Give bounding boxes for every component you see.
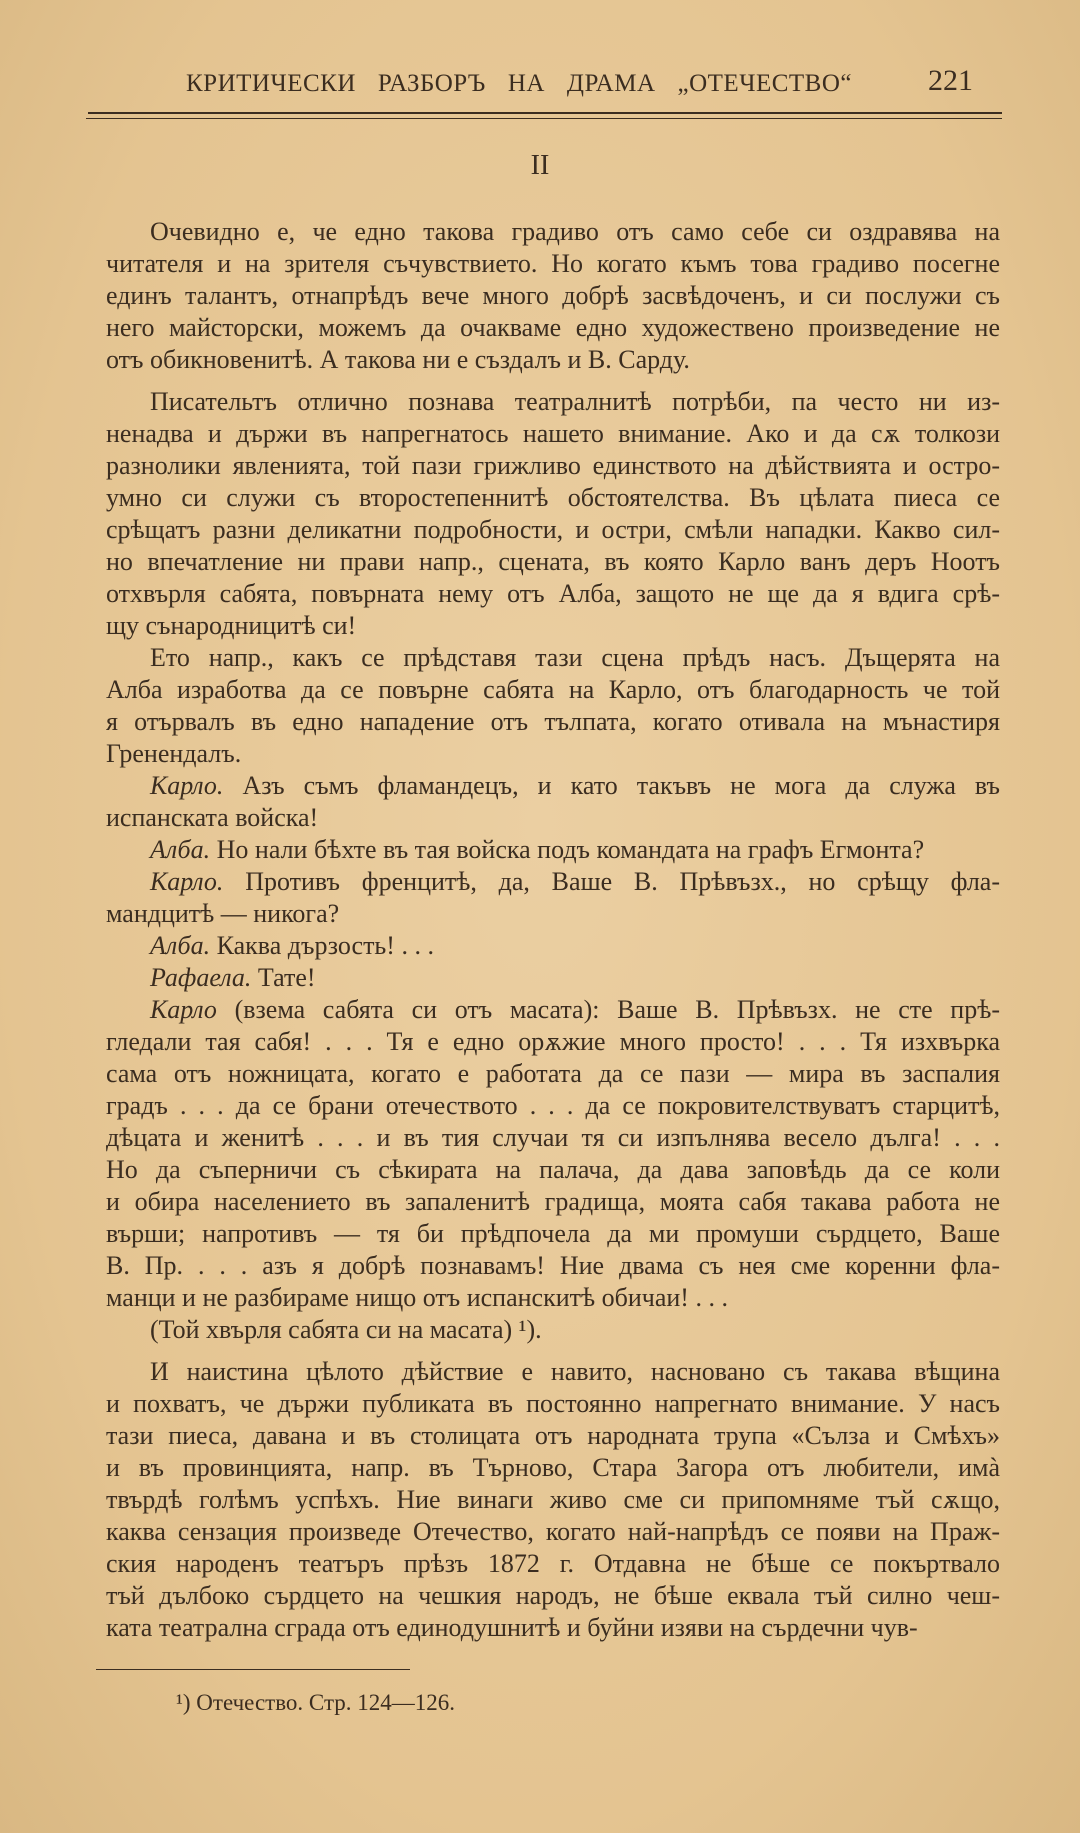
- line-text: и обира населението въ запаленитѣ градища, моята сабя такава работа не: [106, 1187, 1000, 1216]
- text-line: [106, 1026, 1000, 1058]
- dialogue-line: [106, 770, 1000, 834]
- line-text: Алба изработва да се повърне сабята на Карло, отъ благодарность че той: [106, 675, 1000, 704]
- text-line: [106, 1420, 1000, 1452]
- text-line: [106, 642, 1000, 674]
- paragraph: [106, 1314, 1000, 1346]
- text-line: [106, 706, 1000, 738]
- line-text: градъ . . . да се брани отечеството . . . да се покровителствуватъ старцитѣ,: [106, 1091, 1000, 1120]
- line-text: разнолики явленията, той пази грижливо единството на дѣйствията и остро-: [106, 451, 1000, 480]
- text-line: [106, 344, 1000, 376]
- section-number: II: [530, 150, 550, 181]
- speaker-name: Карло: [150, 995, 217, 1024]
- running-title: КРИТИЧЕСКИ РАЗБОРЪ НА ДРАМА „ОТЕЧЕСТВО“: [186, 70, 852, 97]
- line-text: я отървалъ въ едно нападение отъ тълпата, когато отивала на мънастиря: [106, 707, 1000, 736]
- header-rule: [88, 112, 1002, 114]
- page-number: 221: [928, 64, 973, 97]
- line-text: и въ провинцията, напр. въ Търново, Стара Загора отъ любители, имà: [106, 1453, 1000, 1482]
- text-line: [106, 280, 1000, 312]
- line-text: отъ обикновенитѣ. А такова ни е създалъ и В. Сарду.: [106, 345, 690, 374]
- text-line: [106, 770, 1000, 802]
- line-text: Тате!: [257, 963, 316, 992]
- speaker-name: Карло.: [150, 771, 224, 800]
- dialogue-line: [106, 962, 1000, 994]
- paragraph: [106, 1356, 1000, 1644]
- text-line: [106, 610, 1000, 642]
- text-line: [106, 834, 1000, 866]
- line-text: Писательтъ отлично познава театралнитѣ потрѣби, па често ни из-: [150, 387, 1000, 416]
- line-text: срѣщатъ разни деликатни подробности, и остри, смѣли нападки. Какво сил-: [106, 515, 1000, 544]
- line-text: единъ талантъ, отнапрѣдъ вече много добрѣ засвѣдоченъ, и си послужи съ: [106, 281, 1000, 310]
- paragraph: [106, 386, 1000, 642]
- line-text: щу сънародницитѣ си!: [106, 611, 357, 640]
- line-text: отхвърля сабята, повърната нему отъ Алба, защото не ще да я вдига срѣ-: [106, 579, 1000, 608]
- text-line: [106, 1612, 1000, 1644]
- line-text: Ето напр., какъ се прѣдставя тази сцена прѣдъ насъ. Дъщерята на: [150, 643, 1000, 672]
- line-text: гледали тая сабя! . . . Тя е едно орѫжие много просто! . . . Тя изхвърка: [106, 1027, 1000, 1056]
- line-text: и похватъ, че държи публиката въ постоянно напрегнато внимание. У насъ: [106, 1389, 1000, 1418]
- text-line: [106, 450, 1000, 482]
- dialogue-line: [106, 834, 1000, 866]
- text-line: [106, 802, 1000, 834]
- text-line: [106, 674, 1000, 706]
- speaker-name: Алба.: [150, 931, 211, 960]
- text-line: [106, 1250, 1000, 1282]
- line-text: Очевидно е, че едно такова градиво отъ само себе си оздравява на: [150, 217, 1000, 246]
- text-line: [106, 1314, 1000, 1346]
- text-line: [106, 216, 1000, 248]
- speaker-name: Карло.: [150, 867, 224, 896]
- text-line: [106, 514, 1000, 546]
- text-line: [106, 1218, 1000, 1250]
- line-text: върши; напротивъ — тя би прѣдпочела да ми промуши сърдцето, Ваше: [106, 1219, 1000, 1248]
- text-line: [106, 1058, 1000, 1090]
- line-text: мандцитѣ — никога?: [106, 899, 340, 928]
- line-text: него майсторски, можемъ да очакваме едно художествено произведение не: [106, 313, 1000, 342]
- text-line: [106, 994, 1000, 1026]
- line-text: но впечатление ни прави напр., сцената, въ която Карло ванъ деръ Ноотъ: [106, 547, 1000, 576]
- text-line: [106, 578, 1000, 610]
- line-text: читателя и на зрителя съчувствието. Но когато къмъ това градиво посегне: [106, 249, 1000, 278]
- line-text: Гренендалъ.: [106, 739, 242, 768]
- text-line: [106, 1484, 1000, 1516]
- text-line: [106, 1516, 1000, 1548]
- text-line: [106, 1154, 1000, 1186]
- line-text: сама отъ ножницата, когато е работата да се пази — мира въ заспалия: [106, 1059, 1000, 1088]
- text-line: [106, 1452, 1000, 1484]
- speaker-name: Рафаела.: [150, 963, 252, 992]
- line-text: Но нали бѣхте въ тая войска подъ командата на графъ Егмонта?: [216, 835, 925, 864]
- text-line: [106, 546, 1000, 578]
- line-text: В. Пр. . . . азъ я добрѣ познавамъ! Ние двама съ нея сме коренни фла-: [106, 1251, 1000, 1280]
- text-line: [106, 1388, 1000, 1420]
- line-text: Но да съперничи съ сѣкирата на палача, да дава заповѣдь да се коли: [106, 1155, 1000, 1184]
- text-line: [106, 1548, 1000, 1580]
- line-text: (Той хвърля сабята си на масата) ¹).: [150, 1315, 542, 1344]
- text-line: [106, 312, 1000, 344]
- header-rule-thin: [86, 118, 1002, 119]
- line-text: твърдѣ голѣмъ успѣхъ. Ние винаги живо сме си припомняме тъй сѫщо,: [106, 1485, 1000, 1514]
- line-text: Противъ френцитѣ, да, Ваше В. Прѣвъзх., но срѣщу фла-: [245, 867, 1001, 896]
- speaker-name: Алба.: [150, 835, 211, 864]
- line-text: Каква дързость! . . .: [216, 931, 434, 960]
- line-text: умно си служи съ второстепеннитѣ обстоятелства. Въ цѣлата пиеса се: [106, 483, 1000, 512]
- line-text: (взема сабята си отъ масата): Ваше В. Прѣвъзх. не сте прѣ-: [234, 995, 1000, 1024]
- text-line: [106, 1356, 1000, 1388]
- body-text: [106, 216, 1000, 1644]
- line-text: тъй дълбоко сърдцето на чешкия народъ, не бѣше еквала тъй силно чеш-: [106, 1581, 1000, 1610]
- text-line: [106, 1580, 1000, 1612]
- line-text: испанската войска!: [106, 803, 319, 832]
- line-text: манци и не разбираме нищо отъ испанскитѣ обичаи! . . .: [106, 1283, 728, 1312]
- text-line: [106, 482, 1000, 514]
- line-text: ненадва и държи въ напрегнатось нашето внимание. Ако и да сѫ толкози: [106, 419, 1000, 448]
- paragraph: [106, 216, 1000, 376]
- footnote: ¹) Отечество. Стр. 124—126.: [176, 1690, 456, 1715]
- line-text: тази пиеса, давана и въ столицата отъ народната трупа «Сълза и Смѣхъ»: [106, 1421, 1000, 1450]
- text-line: [106, 1282, 1000, 1314]
- dialogue-line: [106, 930, 1000, 962]
- text-line: [106, 1090, 1000, 1122]
- line-text: каква сензация произведе Отечество, когато най-напрѣдъ се появи на Праж-: [106, 1517, 1000, 1546]
- text-line: [106, 1122, 1000, 1154]
- text-line: [106, 866, 1000, 898]
- line-text: И наистина цѣлото дѣйствие е навито, насновано съ такава вѣщина: [150, 1357, 1000, 1386]
- paragraph: [106, 642, 1000, 770]
- line-text: ския народенъ театъръ прѣзъ 1872 г. Отдавна не бѣше се покъртвало: [106, 1549, 1000, 1578]
- dialogue-line: [106, 994, 1000, 1314]
- text-line: [106, 738, 1000, 770]
- footnote-rule: [96, 1669, 410, 1670]
- line-text: ката театрална сграда отъ единодушнитѣ и буйни изяви на сърдечни чув-: [106, 1613, 918, 1642]
- text-line: [106, 418, 1000, 450]
- text-line: [106, 898, 1000, 930]
- line-text: Азъ съмъ фламандецъ, и като такъвъ не мога да служа въ: [242, 771, 1000, 800]
- text-line: [106, 962, 1000, 994]
- text-line: [106, 386, 1000, 418]
- line-text: дѣцата и женитѣ . . . и въ тия случаи тя си изпълнява весело дълга! . . .: [106, 1123, 1000, 1152]
- text-line: [106, 1186, 1000, 1218]
- text-line: [106, 930, 1000, 962]
- text-line: [106, 248, 1000, 280]
- dialogue-line: [106, 866, 1000, 930]
